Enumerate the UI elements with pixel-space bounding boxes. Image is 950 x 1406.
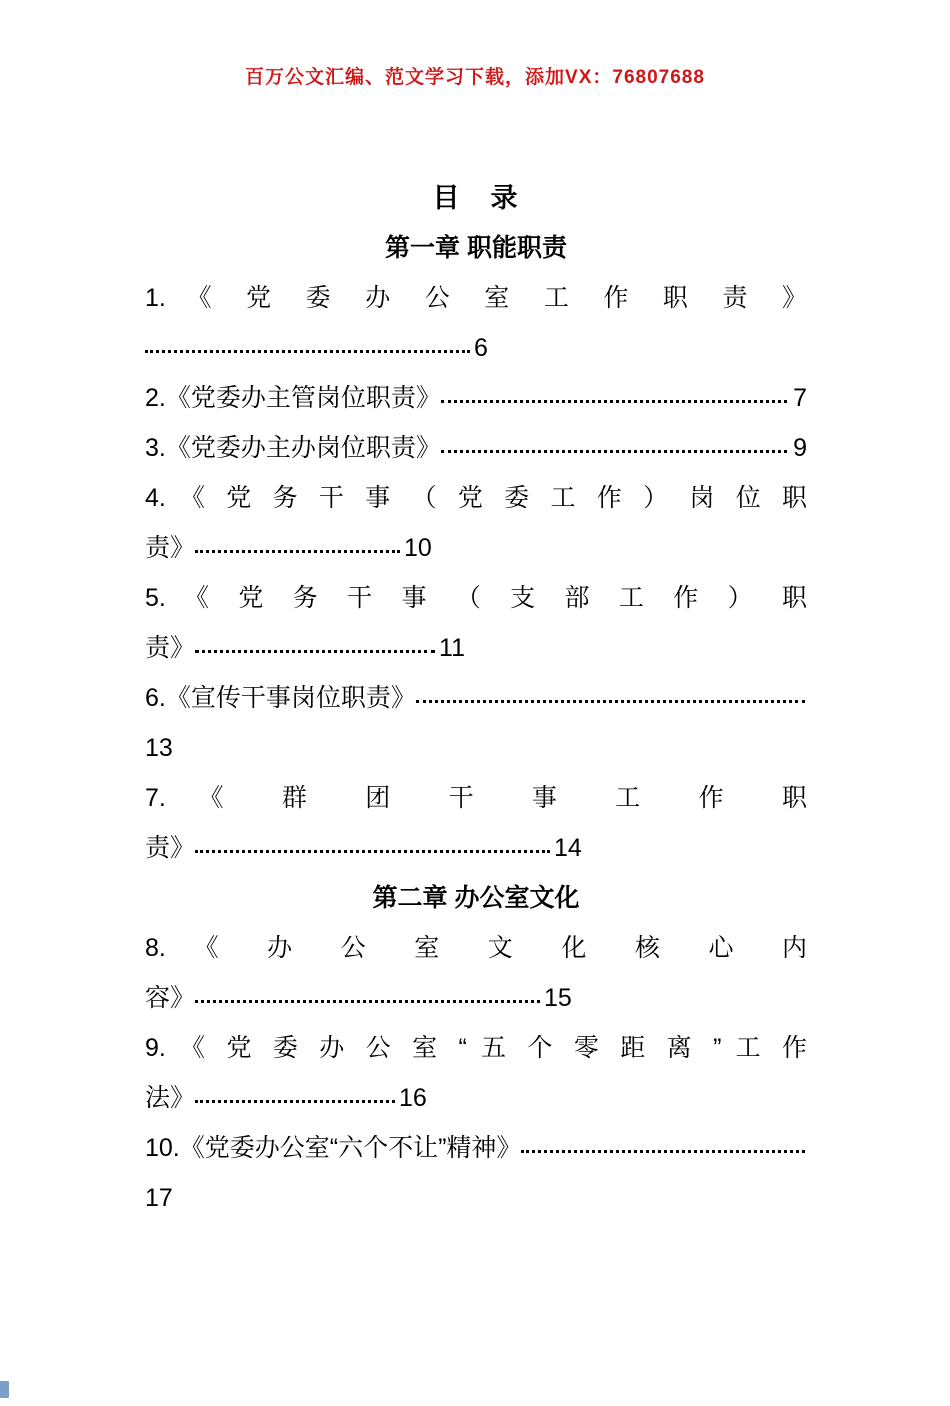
page-number: 16 xyxy=(399,1084,427,1112)
toc-entry-1-page-line xyxy=(145,323,807,373)
toc-entry-5-title: 5. 《 党 务 干 事 （ 支 部 工 作 ） 职 xyxy=(145,584,807,612)
toc-entry-text: 责》 xyxy=(145,534,196,562)
page-number: 11 xyxy=(439,634,465,662)
page-number: 15 xyxy=(544,984,572,1012)
toc-entry-10 xyxy=(145,1123,807,1173)
toc-entry-9-title: 9. 《 党 委 办 公 室 “ 五 个 零 距 离 ” 工 作 xyxy=(145,1034,807,1062)
toc-entry-4-page-line xyxy=(145,523,807,573)
toc-entry-text: 容》 xyxy=(145,984,196,1012)
toc-entry-1-title: 1. 《 党 委 办 公 室 工 作 职 责 》 xyxy=(145,284,807,312)
dot-leader xyxy=(145,350,470,353)
dot-leader xyxy=(195,850,550,853)
toc-entry-text: 责》 xyxy=(145,634,196,662)
toc-entry-8-title: 8. 《 办 公 室 文 化 核 心 内 xyxy=(145,934,807,962)
toc-entry-text: 法》 xyxy=(145,1084,196,1112)
document-body xyxy=(145,173,807,1223)
toc-entry-7-title: 7. 《 群 团 干 事 工 作 职 xyxy=(145,784,807,812)
toc-entry-3 xyxy=(145,423,807,473)
dot-leader xyxy=(441,400,787,403)
toc-entry-6-page-line: 13 xyxy=(145,734,173,762)
toc-entry-text: 6.《宣传干事岗位职责》 xyxy=(145,684,416,712)
page-number: 6 xyxy=(474,334,488,362)
page-number: 9 xyxy=(793,434,807,462)
chapter-1-heading: 第一章 职能职责 xyxy=(385,234,567,262)
toc-entry-text: 10.《党委办公室“六个不让”精神》 xyxy=(145,1134,522,1162)
toc-entry-text: 责》 xyxy=(145,834,196,862)
dot-leader xyxy=(521,1150,805,1153)
chapter-2-heading: 第二章 办公室文化 xyxy=(372,884,580,912)
dot-leader xyxy=(195,1100,395,1103)
dot-leader xyxy=(416,700,805,703)
promo-banner: 百万公文汇编、范文学习下载，添加VX：76807688 xyxy=(245,67,705,88)
dot-leader xyxy=(441,450,787,453)
toc-entry-8-page-line xyxy=(145,973,807,1023)
dot-leader xyxy=(195,1000,540,1003)
toc-entry-text: 2.《党委办主管岗位职责》 xyxy=(145,384,441,412)
page-edge-artifact xyxy=(0,1381,9,1398)
toc-entry-2 xyxy=(145,373,807,423)
dot-leader xyxy=(195,650,435,653)
toc-entry-7-page-line xyxy=(145,823,807,873)
toc-entry-4-title: 4. 《 党 务 干 事 （ 党 委 工 作 ） 岗 位 职 xyxy=(145,484,807,512)
toc-entry-10-page-line: 17 xyxy=(145,1184,173,1212)
page-number: 7 xyxy=(793,384,807,412)
toc-title: 目 录 xyxy=(432,183,520,213)
dot-leader xyxy=(195,550,400,553)
toc-entry-text: 3.《党委办主办岗位职责》 xyxy=(145,434,441,462)
toc-entry-6 xyxy=(145,673,807,723)
toc-entry-9-page-line xyxy=(145,1073,807,1123)
page-number: 14 xyxy=(554,834,582,862)
toc-entry-5-page-line xyxy=(145,623,807,673)
page-number: 10 xyxy=(404,534,432,562)
